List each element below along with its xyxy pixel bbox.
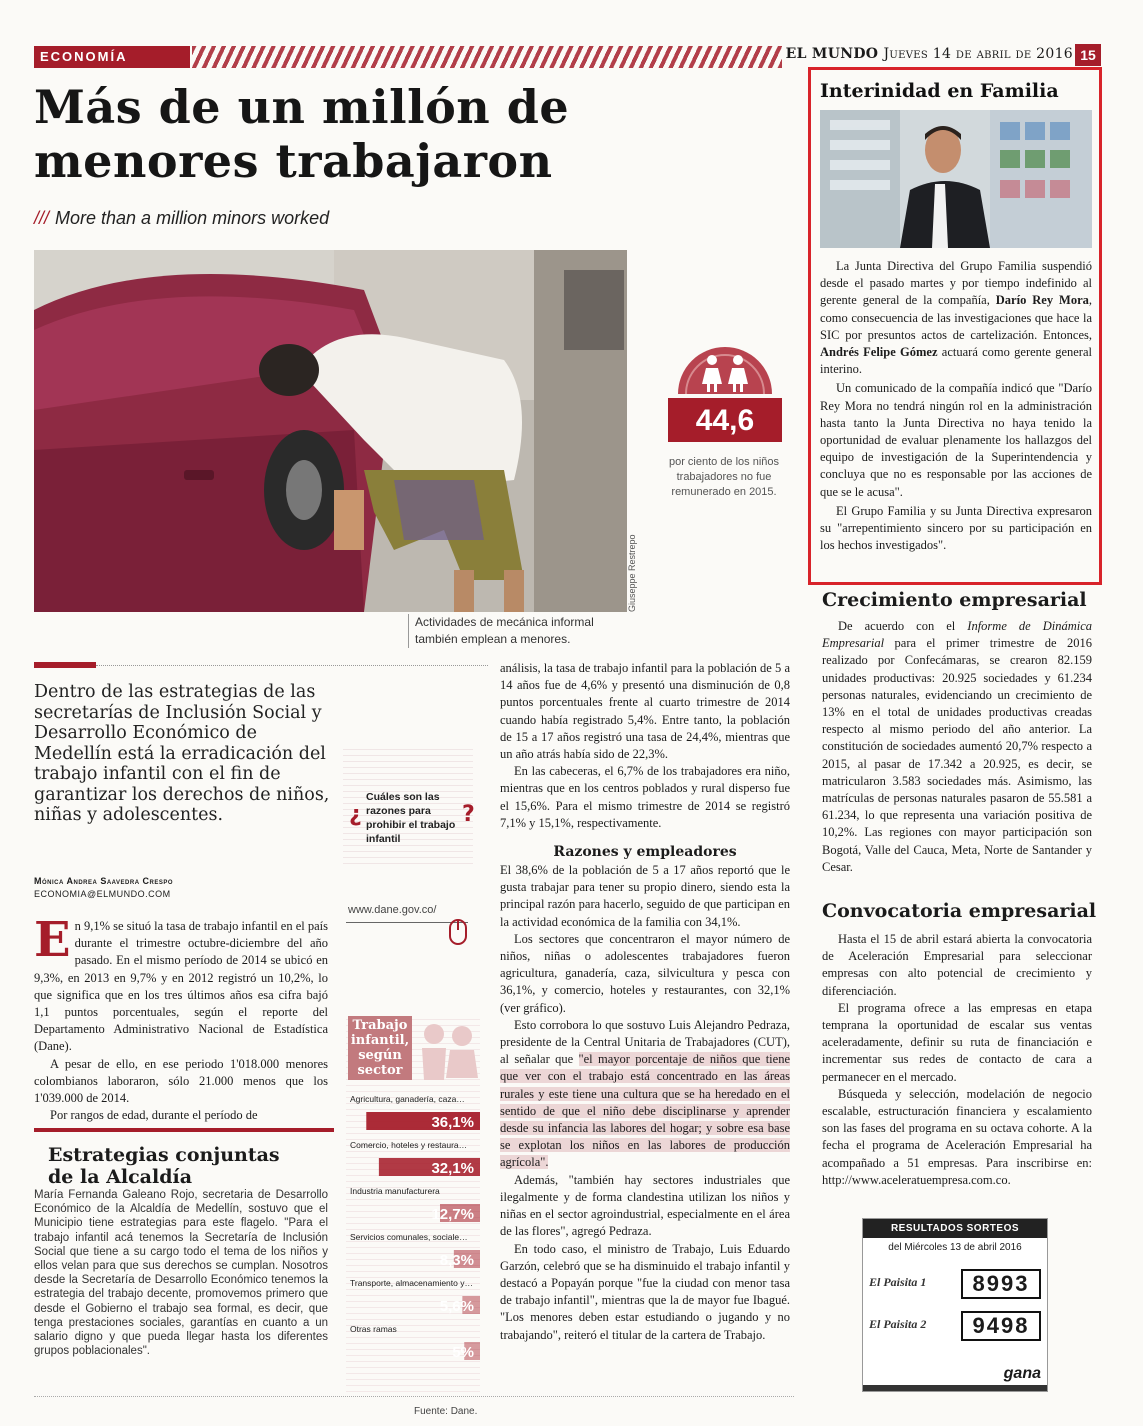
lottery-name: El Paisita 1 bbox=[869, 1275, 927, 1289]
family-body bbox=[820, 258, 1092, 556]
page-number: 15 bbox=[1075, 44, 1101, 66]
strategies-body: María Fernanda Galeano Rojo, secretaria de Desarrollo Económico de la Alcaldía de Medellín, sostuvo que el Municipio tiene estrategias para este flagelo. "Para el trabajo infantil acá tenemos la Secretaría de Inclusión Social que tiene a su cargo todo el tema de los niños y ellos velan para que sus derechos se cumplan. Nosotros desde la Secretaría de Desarrollo Económico tenemos la estrategia del trabajo decente, promovemos primero que desde el Gobierno el trabajo sea formal, es decir, que tenga prestaciones sociales, garantías en cuanto a un salario digno y que pueda llegar hasta los diferentes grupos poblacionales". bbox=[34, 1189, 328, 1358]
chart-category-label: Servicios comunales, sociale… bbox=[350, 1232, 468, 1242]
subtitle bbox=[34, 208, 329, 229]
chart-value-label: 8,3% bbox=[439, 1252, 474, 1269]
chart-value-label: 12,7% bbox=[431, 1206, 474, 1223]
subtitle-slashes: /// bbox=[34, 208, 50, 228]
column-3 bbox=[500, 660, 790, 1344]
chart-category-label: Transporte, almacenamiento y… bbox=[350, 1278, 473, 1288]
lottery-brand-logo: gana bbox=[1003, 1365, 1041, 1382]
photo-credit: Giuseppe Restrepo bbox=[627, 534, 637, 612]
footer-divider bbox=[34, 1396, 794, 1397]
convocatoria-paragraph-3: Búsqueda y selección, modelación de negocio escalable, estructuración financiera y escalamiento son las fases del programa en su octava cohorte. A la fecha el programa de Aceleración Empresarial ha acompañado a 51 empresas. Para inscribirse en: http://www.aceleratuempresa.com.co. bbox=[822, 1086, 1092, 1187]
lottery-results bbox=[862, 1218, 1048, 1392]
growth-title: Crecimiento empresarial bbox=[822, 589, 1087, 611]
lottery-name: El Paisita 2 bbox=[869, 1317, 927, 1331]
chart-category-label: Industria manufacturera bbox=[350, 1186, 440, 1196]
family-paragraph-2: Un comunicado de la compañía indicó que "Darío Rey Mora no tendrá ningún rol en la administración hasta tanto la Junta Directiva no haya tenido la oportunidad de evaluar plenamente los hallazgos del equipo de investigación de la Superintendencia y concluya que no es responsable por las acciones de que se le acusa". bbox=[820, 381, 1092, 499]
convocatoria-body bbox=[822, 931, 1092, 1189]
stat-caption: por ciento de los niños trabajadores no fue remunerado en 2015. bbox=[668, 456, 780, 498]
column-1 bbox=[34, 912, 328, 1124]
lottery-header: RESULTADOS SORTEOS bbox=[863, 1219, 1047, 1238]
column-3-paragraph-4: Los sectores que concentraron el mayor número de niños, niñas o adolescentes trabajadores fueron agricultura, ganadería, caza, silvicultura y pesca con 36,1%, y comercio, hoteles y restaurantes, con 32,1% (ver gráfico). bbox=[500, 931, 790, 1015]
chart-title: Trabajo infantil, según sector bbox=[348, 1016, 412, 1080]
column-1-paragraph-3: Por rangos de edad, durante el período de bbox=[50, 1108, 258, 1123]
lottery-row bbox=[869, 1269, 1041, 1299]
lottery-footer-bar bbox=[863, 1385, 1047, 1391]
column-3-paragraph-7: En todo caso, el ministro de Trabajo, Luis Eduardo Garzón, celebró que se ha disminuido el trabajo infantil y destacó a Popayán porque "fue la ciudad con menor tasa de trabajo infantil", mientras que la de mayor fue Ibagué. "Los menores deben estar estudiando o jugando y no trabajando", reiteró el titular de la cartera de Trabajo. bbox=[500, 1241, 790, 1342]
subtitle-text: More than a million minors worked bbox=[55, 208, 330, 228]
lead-paragraph: Dentro de las estrategias de las secretarías de Inclusión Social y Desarrollo Económico de Medellín está la erradicación del trabajo infantil con el fin de garantizar los derechos de niños, niñas y adolescentes. bbox=[34, 682, 330, 825]
growth-body: De acuerdo con el Informe de Dinámica Empresarial para el primer trimestre de 2016 realizado por Confecámaras, se crearon 82.159 unidades productivas: 20.925 sociedades y 61.234 personas naturales, evidenciando un crecimiento de 13% en el total de unidades productivas creadas respecto al mismo periodo del año anterior. La constitución de sociedades aumentó 20,7% respecto a 2015, al pasar de 17.342 a 20.925, es decir, se matricularon 3.583 sociedades más. Asimismo, las matrículas de personas naturales pasaron de 55.581 a 61.234, lo que representa una variación positiva de 10,2%. Las regiones con mayor participación son Bogotá, Valle del Cauca, Meta, Norte de Santander y Cesar. bbox=[822, 619, 1093, 874]
report-name: Informe de Dinámica Empresarial bbox=[822, 619, 1093, 651]
children-illustration-icon bbox=[414, 1022, 482, 1084]
headline: Más de un millón de menores trabajaron bbox=[34, 80, 570, 188]
column-3-paragraph-5: Esto corrobora lo que sostuvo Luis Alejandro Pedraza, presidente de la Central Unitaria de Trabajadores (CUT), al señalar que "el mayor porcentaje de niños que tiene que ver con el trabajo está concentrado en las áreas rurales y este tiene una cultura que se ha heredado en el sentido de que el niño debe disciplinarse y aprender desde su infancia las labores del hogar; y sobre esa base se explotan los niños en las labores de producción agrícola". bbox=[500, 1017, 790, 1170]
chart-value-label: 36,1% bbox=[431, 1114, 474, 1131]
family-title: Interinidad en Familia bbox=[820, 80, 1059, 102]
masthead-date: Jueves 14 de abril de 2016 bbox=[883, 46, 1073, 62]
convocatoria-paragraph-2: El programa ofrece a las empresas en etapa temprana la oportunidad de escalar sus ventas aceleradamente, definir su ruta de financiación e incrementar sus redes de contacto de cara a permanecer en el mercado. bbox=[822, 1000, 1092, 1084]
executive-photo bbox=[820, 110, 1092, 248]
byline-email: ECONOMIA@ELMUNDO.COM bbox=[34, 889, 171, 899]
section-stripes bbox=[192, 46, 782, 68]
byline: Mónica Andrea Saavedra Crespo bbox=[34, 876, 174, 886]
highlighted-quote: "el mayor porcentaje de niños que tiene que ver con el trabajo está concentrado en las áreas rurales y este tiene una cultura que se ha heredado en el sentido de que el niño debe disciplinarse y aprender desde su infancia las labores del hogar; y sobre esa base se explotan los niños en las labores de producción agrícola". bbox=[500, 1052, 790, 1170]
chart-source: Fuente: Dane. bbox=[414, 1406, 478, 1417]
lottery-number: 8993 bbox=[961, 1269, 1041, 1299]
dropcap: E bbox=[34, 912, 71, 968]
strategies-title: Estrategias conjuntas de la Alcaldía bbox=[48, 1144, 280, 1188]
column-3-paragraph-2: En las cabeceras, el 6,7% de los trabajadores era niño, mientras que en los centros poblados y rural disperso fue el 15,6%. Para el mismo trimestre de 2014 se registró 7,1% y 15,1%, respectivamente. bbox=[500, 764, 790, 830]
mechanic-boy-image bbox=[34, 250, 627, 612]
lottery-number: 9498 bbox=[961, 1311, 1041, 1341]
family-paragraph-3: El Grupo Familia y su Junta Directiva expresaron su "arrepentimiento sincero por su participación en los hechos investigados". bbox=[820, 503, 1092, 553]
column-3-paragraph-1: análisis, la tasa de trabajo infantil para la población de 5 a 14 años fue de 4,6% y presentó una disminución de 0,8 puntos porcentuales frente al cuarto trimestre de 2014 cuando había registrado 5,4%. Entre tanto, la población de 15 a 17 años registró una tasa de 24,4%, mientras que un año atrás había sido de 22,3%. bbox=[500, 661, 790, 762]
chart-value-label: 5% bbox=[452, 1344, 474, 1361]
column-1-paragraph-2: A pesar de ello, en ese periodo 1'018.000 menores colombianos laboraron, sólo 21.000 menos que los 1'039.000 de 2014. bbox=[34, 1056, 328, 1106]
family-paragraph-1: La Junta Directiva del Grupo Familia suspendió desde el pasado martes y por tiempo indefinido al gerente general de la compañía, Darío Rey Mora, como consecuencia de las investigaciones que hace la SIC por presuntos actos de cartelización. Entonces, Andrés Felipe Gómez actuará como gerente general interino. bbox=[820, 259, 1092, 377]
lead-accent-bar bbox=[34, 662, 96, 668]
person-name-2: Andrés Felipe Gómez bbox=[820, 345, 938, 360]
main-photo bbox=[34, 250, 627, 612]
question-text: Cuáles son las razones para prohibir el trabajo infantil bbox=[366, 791, 456, 845]
photo-caption: Actividades de mecánica informal también emplean a menores. bbox=[408, 614, 625, 648]
question-close-icon: ? bbox=[462, 802, 475, 827]
sector-bar-chart bbox=[346, 1090, 480, 1366]
convocatoria-paragraph-1: Hasta el 15 de abril estará abierta la convocatoria de Aceleración Empresarial para seleccionar empresas con alto potencial de crecimiento y diferenciación. bbox=[822, 932, 1092, 998]
chart-value-label: 32,1% bbox=[431, 1160, 474, 1177]
chart-category-label: Comercio, hoteles y restaura… bbox=[350, 1140, 468, 1150]
column-3-paragraph-6: Además, "también hay sectores industriales que ilegalmente y de forma clandestina utilizan los niños y niñas en el sector agroindustrial, especialmente en el área de las flores", agregó Pedraza. bbox=[500, 1172, 790, 1239]
chart-value-label: 5,6% bbox=[439, 1298, 474, 1315]
chart-category-label: Otras ramas bbox=[350, 1324, 397, 1334]
section-tag: ECONOMÍA bbox=[34, 46, 190, 68]
mouse-icon bbox=[448, 916, 468, 946]
lead-divider bbox=[96, 665, 488, 666]
question-open-icon: ¿ bbox=[349, 802, 362, 827]
source-link[interactable]: www.dane.gov.co/ bbox=[348, 904, 437, 916]
stat-value: 44,6 bbox=[695, 404, 755, 437]
column-1-paragraph-1: En 9,1% se situó la tasa de trabajo infantil en el país durante el trimestre octubre-diciembre del año pasado. En el mismo período de 2014 se ubicó en 9,3%, en 2013 en 9,7% y en 2012 registró un 10,2%, lo que significa que en los tres últimos años esa cifra bajó 1,1 puntos porcentuales, según el reporte del Departamento Administrativo Nacional de Estadística (Dane). bbox=[34, 912, 328, 1054]
column-3-subhead: Razones y empleadores bbox=[553, 844, 737, 861]
masthead bbox=[786, 46, 1073, 62]
lottery-row bbox=[869, 1311, 1041, 1341]
convocatoria-title: Convocatoria empresarial bbox=[822, 900, 1097, 922]
person-name-1: Darío Rey Mora bbox=[995, 293, 1089, 308]
column-3-paragraph-3: El 38,6% de la población de 5 a 17 años reportó que le gusta trabajar para tener su propio dinero, siendo esta la principal razón para hacerlo, seguido de que participan en la actividad económica de la familia con 34,1%. bbox=[500, 863, 790, 929]
chart-category-label: Agricultura, ganadería, caza… bbox=[350, 1094, 465, 1104]
strategies-rule bbox=[34, 1128, 334, 1132]
lottery-date: del Miércoles 13 de abril 2016 bbox=[888, 1242, 1022, 1253]
masthead-name: EL MUNDO bbox=[785, 46, 879, 62]
